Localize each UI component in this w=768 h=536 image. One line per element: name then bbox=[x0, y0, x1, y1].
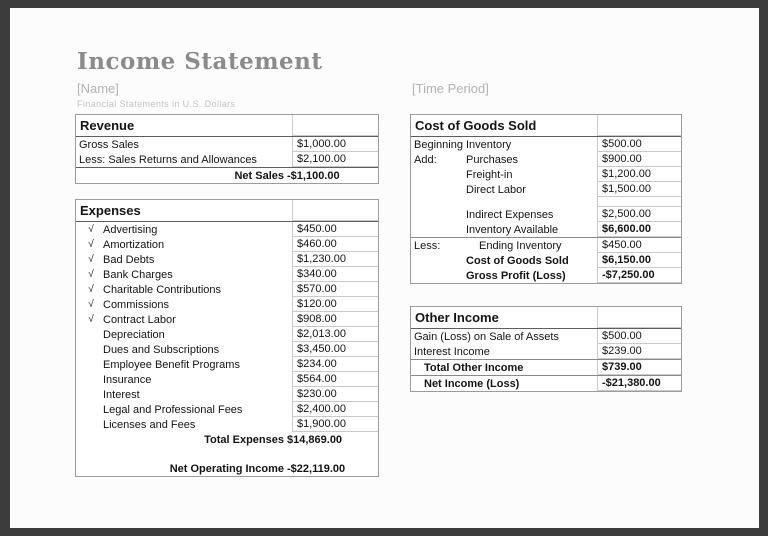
table-row bbox=[76, 417, 378, 432]
row-label: Amortization bbox=[103, 238, 165, 251]
table-row bbox=[76, 282, 378, 297]
row-value: -$21,380.00 bbox=[597, 376, 681, 391]
table-row bbox=[76, 372, 378, 387]
document-subtitle: Financial Statements in U.S. Dollars bbox=[77, 99, 236, 109]
check-icon: √ bbox=[88, 224, 94, 235]
row-value: $6,150.00 bbox=[597, 253, 681, 268]
table-row bbox=[411, 329, 681, 344]
net-income-row bbox=[411, 375, 681, 391]
row-value: $230.00 bbox=[292, 387, 378, 402]
table-row bbox=[411, 182, 681, 197]
row-label: Beginning Inventory bbox=[414, 138, 512, 151]
row-value: $900.00 bbox=[597, 152, 681, 167]
row-label: Employee Benefit Programs bbox=[103, 358, 240, 371]
row-label: Less: Sales Returns and Allowances bbox=[79, 153, 257, 166]
row-label: Net Income (Loss) bbox=[424, 377, 520, 390]
row-label: Total Other Income bbox=[424, 361, 524, 374]
cogs-header-value-cell bbox=[597, 115, 681, 136]
row-value: $450.00 bbox=[597, 238, 681, 253]
time-period-placeholder: [Time Period] bbox=[412, 81, 489, 96]
table-row bbox=[76, 152, 378, 167]
table-row bbox=[76, 237, 378, 252]
total-other-income-row bbox=[411, 359, 681, 375]
row-label: Dues and Subscriptions bbox=[103, 343, 220, 356]
other-income-section-title: Other Income bbox=[415, 310, 499, 325]
row-label: Total Expenses bbox=[204, 433, 284, 446]
other-income-header-value-cell bbox=[597, 307, 681, 328]
row-value: $1,500.00 bbox=[597, 182, 681, 197]
net-operating-income-row bbox=[76, 461, 378, 476]
expenses-header-value-cell bbox=[292, 200, 378, 221]
row-label: Commissions bbox=[103, 298, 170, 311]
row-label: Ending Inventory bbox=[479, 239, 562, 252]
row-value: $570.00 bbox=[292, 282, 378, 297]
table-row bbox=[76, 327, 378, 342]
table-row bbox=[411, 207, 681, 222]
row-prefix: Add: bbox=[414, 153, 437, 166]
empty-value-cell bbox=[597, 197, 681, 207]
row-value: $1,000.00 bbox=[292, 137, 378, 152]
row-label: Charitable Contributions bbox=[103, 283, 222, 296]
table-row bbox=[76, 357, 378, 372]
row-value: $3,450.00 bbox=[292, 342, 378, 357]
row-label: Freight-in bbox=[466, 168, 513, 181]
expenses-table bbox=[75, 199, 379, 477]
check-icon: √ bbox=[88, 299, 94, 310]
cogs-table bbox=[410, 114, 682, 284]
row-value: $2,013.00 bbox=[292, 327, 378, 342]
row-value: $2,500.00 bbox=[597, 207, 681, 222]
row-label: Bad Debts bbox=[103, 253, 155, 266]
row-label: Interest bbox=[103, 388, 140, 401]
row-label: Gross Profit (Loss) bbox=[466, 269, 566, 282]
name-placeholder: [Name] bbox=[77, 81, 119, 96]
expenses-section-title: Expenses bbox=[80, 203, 141, 218]
table-row bbox=[411, 167, 681, 182]
row-label: Indirect Expenses bbox=[466, 208, 554, 221]
row-value: $6,600.00 bbox=[597, 222, 681, 237]
less-ending-inventory-row bbox=[411, 237, 681, 253]
table-row bbox=[411, 222, 681, 237]
check-icon: √ bbox=[88, 254, 94, 265]
table-row bbox=[76, 222, 378, 237]
row-label: Net Operating Income bbox=[169, 462, 284, 475]
check-icon: √ bbox=[88, 284, 94, 295]
row-label: Gain (Loss) on Sale of Assets bbox=[414, 330, 559, 343]
revenue-header-value-cell bbox=[292, 115, 378, 136]
total-expenses-row bbox=[76, 432, 378, 447]
table-row bbox=[76, 252, 378, 267]
table-row bbox=[411, 152, 681, 167]
table-row bbox=[76, 137, 378, 152]
row-value: $908.00 bbox=[292, 312, 378, 327]
table-row bbox=[76, 387, 378, 402]
row-value: -$22,119.00 bbox=[287, 462, 346, 475]
row-value: $500.00 bbox=[597, 329, 681, 344]
page-title: Income Statement bbox=[77, 48, 323, 75]
row-label: Net Sales bbox=[234, 169, 284, 182]
row-label: Bank Charges bbox=[103, 268, 173, 281]
check-icon: √ bbox=[88, 314, 94, 325]
row-value: $234.00 bbox=[292, 357, 378, 372]
row-value: $340.00 bbox=[292, 267, 378, 282]
gross-profit-row bbox=[411, 268, 681, 283]
row-value: $1,230.00 bbox=[292, 252, 378, 267]
row-value: $739.00 bbox=[597, 360, 681, 375]
cogs-section-title: Cost of Goods Sold bbox=[415, 118, 537, 133]
other-income-header-row bbox=[411, 307, 681, 329]
check-icon: √ bbox=[88, 269, 94, 280]
check-icon: √ bbox=[88, 239, 94, 250]
revenue-header-row bbox=[76, 115, 378, 137]
row-prefix: Less: bbox=[414, 239, 441, 252]
cogs-total-row bbox=[411, 253, 681, 268]
row-value: $1,900.00 bbox=[292, 417, 378, 432]
row-label: Depreciation bbox=[103, 328, 165, 341]
spacer-row bbox=[411, 197, 681, 207]
cogs-header-row bbox=[411, 115, 681, 137]
spacer-row bbox=[76, 447, 378, 461]
revenue-section-title: Revenue bbox=[80, 118, 135, 133]
expenses-header-row bbox=[76, 200, 378, 222]
net-sales-row bbox=[76, 167, 378, 183]
row-label: Inventory Available bbox=[466, 223, 559, 236]
other-income-table bbox=[410, 306, 682, 392]
revenue-table bbox=[75, 114, 379, 184]
row-value: $1,200.00 bbox=[597, 167, 681, 182]
row-label: Contract Labor bbox=[103, 313, 176, 326]
row-label: Direct Labor bbox=[466, 183, 526, 196]
row-label: Cost of Goods Sold bbox=[466, 254, 569, 267]
row-label: Legal and Professional Fees bbox=[103, 403, 243, 416]
row-value: $564.00 bbox=[292, 372, 378, 387]
row-value: $460.00 bbox=[292, 237, 378, 252]
table-row bbox=[411, 344, 681, 359]
table-row bbox=[76, 342, 378, 357]
row-value: $500.00 bbox=[597, 137, 681, 152]
row-value: $2,400.00 bbox=[292, 402, 378, 417]
row-label: Insurance bbox=[103, 373, 152, 386]
row-label: Purchases bbox=[466, 153, 518, 166]
row-label: Interest Income bbox=[414, 345, 490, 358]
row-value: $2,100.00 bbox=[292, 152, 378, 167]
row-value: $14,869.00 bbox=[287, 433, 343, 446]
table-row bbox=[76, 402, 378, 417]
table-row bbox=[76, 312, 378, 327]
row-value: $120.00 bbox=[292, 297, 378, 312]
row-value: $239.00 bbox=[597, 344, 681, 359]
row-label: Gross Sales bbox=[79, 138, 139, 151]
row-value: -$7,250.00 bbox=[597, 268, 681, 283]
row-value: $450.00 bbox=[292, 222, 378, 237]
row-value: -$1,100.00 bbox=[287, 169, 340, 182]
row-label: Advertising bbox=[103, 223, 158, 236]
row-label: Licenses and Fees bbox=[103, 418, 196, 431]
table-row bbox=[76, 267, 378, 282]
table-row bbox=[411, 137, 681, 152]
table-row bbox=[76, 297, 378, 312]
